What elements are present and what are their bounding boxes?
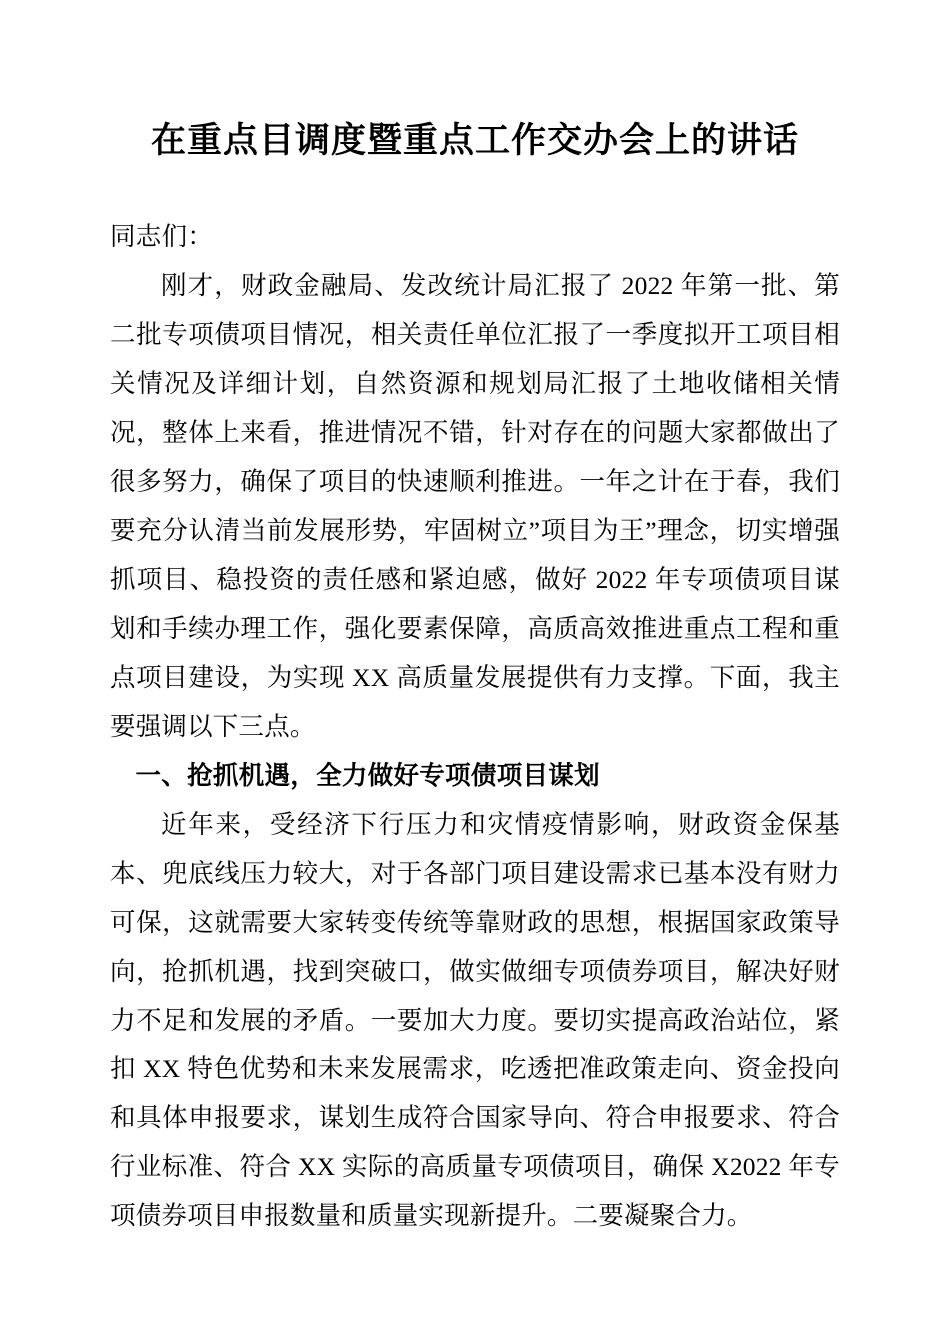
paragraph-section-one: 近年来，受经济下行压力和灾情疫情影响，财政资金保基本、兜底线压力较大，对于各部门项目建设需求已基本没有财力可保，这就需要大家转变传统等靠财政的思想，根据国家政策导向，抢抓机遇，找到突破口，做实做细专项债券项目，解决好财力不足和发展的矛盾。一要加大力度。要切实提高政治站位，紧扣 XX 特色优势和未来发展需求，吃透把准政策走向、资金投向和具体申报要求，谋划生成符合国家导向、符合申报要求、符合行业标准、符合 XX 实际的高质量专项债项目，确保 X2022 年专项债券项目申报数量和质量实现新提升。二要凝聚合力。 [110,809,840,1231]
paragraph-opening: 刚才，财政金融局、发改统计局汇报了 2022 年第一批、第二批专项债项目情况，相关责任单位汇报了一季度拟开工项目相关情况及详细计划，自然资源和规划局汇报了土地收储相关情况，整体上来看，推进情况不错，针对存在的问题大家都做出了很多努力，确保了项目的快速顺利推进。一年之计在于春，我们要充分认清当前发展形势，牢固树立”项目为王”理念，切实增强抓项目、稳投资的责任感和紧迫感，做好 2022 年专项债项目谋划和手续办理工作，强化要素保障，高质高效推进重点工程和重点项目建设，为实现 XX 高质量发展提供有力支撑。下面，我主要强调以下三点。 [110,271,840,741]
page-title: 在重点目调度暨重点工作交办会上的讲话 [150,121,799,161]
section-heading-one: 一、抢抓机遇，全力做好专项债项目谋划 [135,760,600,791]
salutation: 同志们： [110,222,214,252]
